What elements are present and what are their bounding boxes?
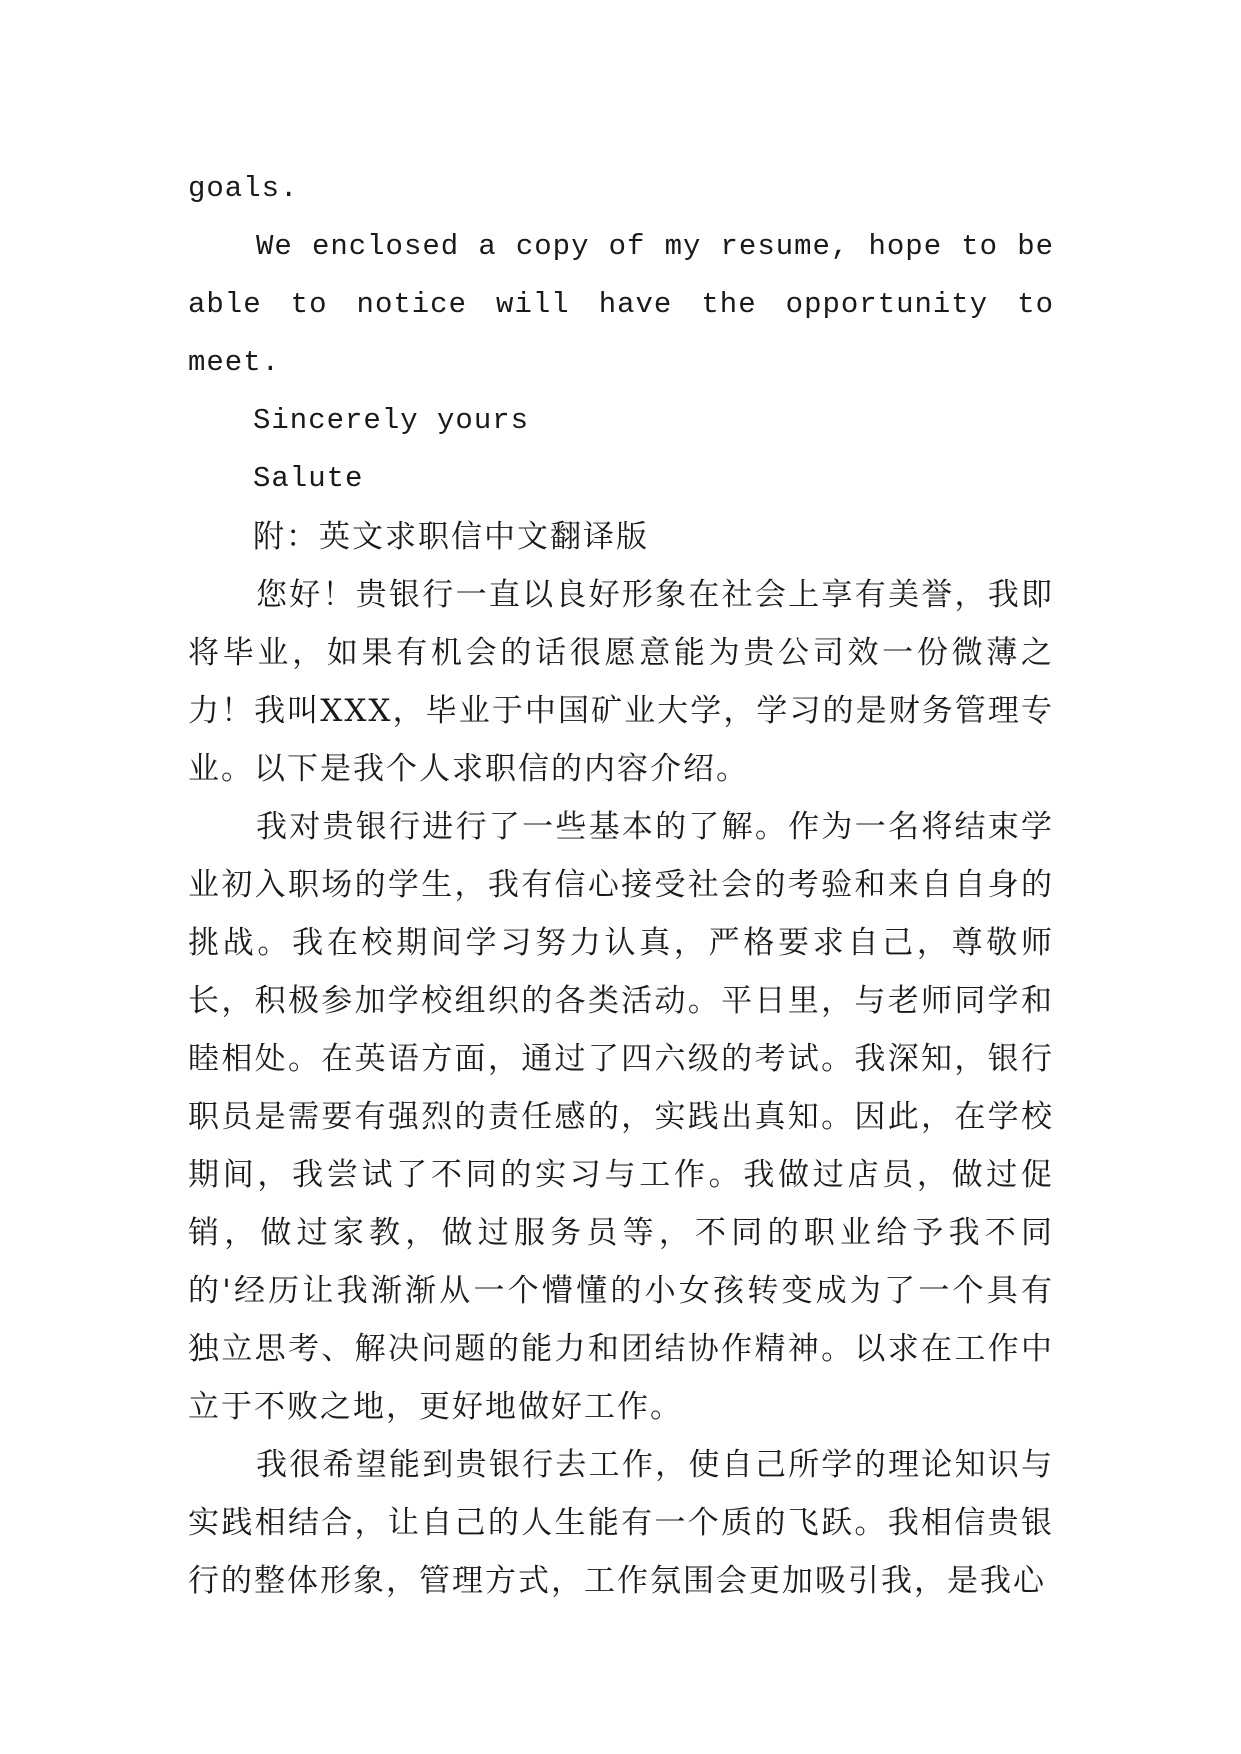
cn-paragraph-greeting: 您好！贵银行一直以良好形象在社会上享有美誉，我即将毕业，如果有机会的话很愿意能为贵公司效一份微薄之力！我叫XXX，毕业于中国矿业大学，学习的是财务管理专业。以下是我个人求职信的内容介绍。	[188, 577, 1054, 787]
closing-salute: Salute	[253, 462, 364, 495]
cn-paragraph-aspiration: 我很希望能到贵银行去工作，使自己所学的理论知识与实践相结合，让自己的人生能有一个质的飞跃。我相信贵银行的整体形象，管理方式，工作氛围会更加吸引我，是我心	[188, 1447, 1054, 1599]
appendix-title: 附：英文求职信中文翻译版	[253, 519, 649, 555]
enclosure-paragraph: We enclosed a copy of my resume, hope to be able to notice will have the opportunity to meet.	[188, 230, 1054, 379]
document-body	[188, 160, 1054, 1610]
fragment-goals: goals.	[188, 172, 299, 205]
closing-sincerely: Sincerely yours	[253, 404, 530, 437]
cn-paragraph-experience: 我对贵银行进行了一些基本的了解。作为一名将结束学业初入职场的学生，我有信心接受社会的考验和来自自身的挑战。我在校期间学习努力认真，严格要求自己，尊敬师长，积极参加学校组织的各类活动。平日里，与老师同学和睦相处。在英语方面，通过了四六级的考试。我深知，银行职员是需要有强烈的责任感的，实践出真知。因此，在学校期间，我尝试了不同的实习与工作。我做过店员，做过促销，做过家教，做过服务员等，不同的职业给予我不同的'经历让我渐渐从一个懵懂的小女孩转变成为了一个具有独立思考、解决问题的能力和团结协作精神。以求在工作中立于不败之地，更好地做好工作。	[188, 809, 1054, 1425]
